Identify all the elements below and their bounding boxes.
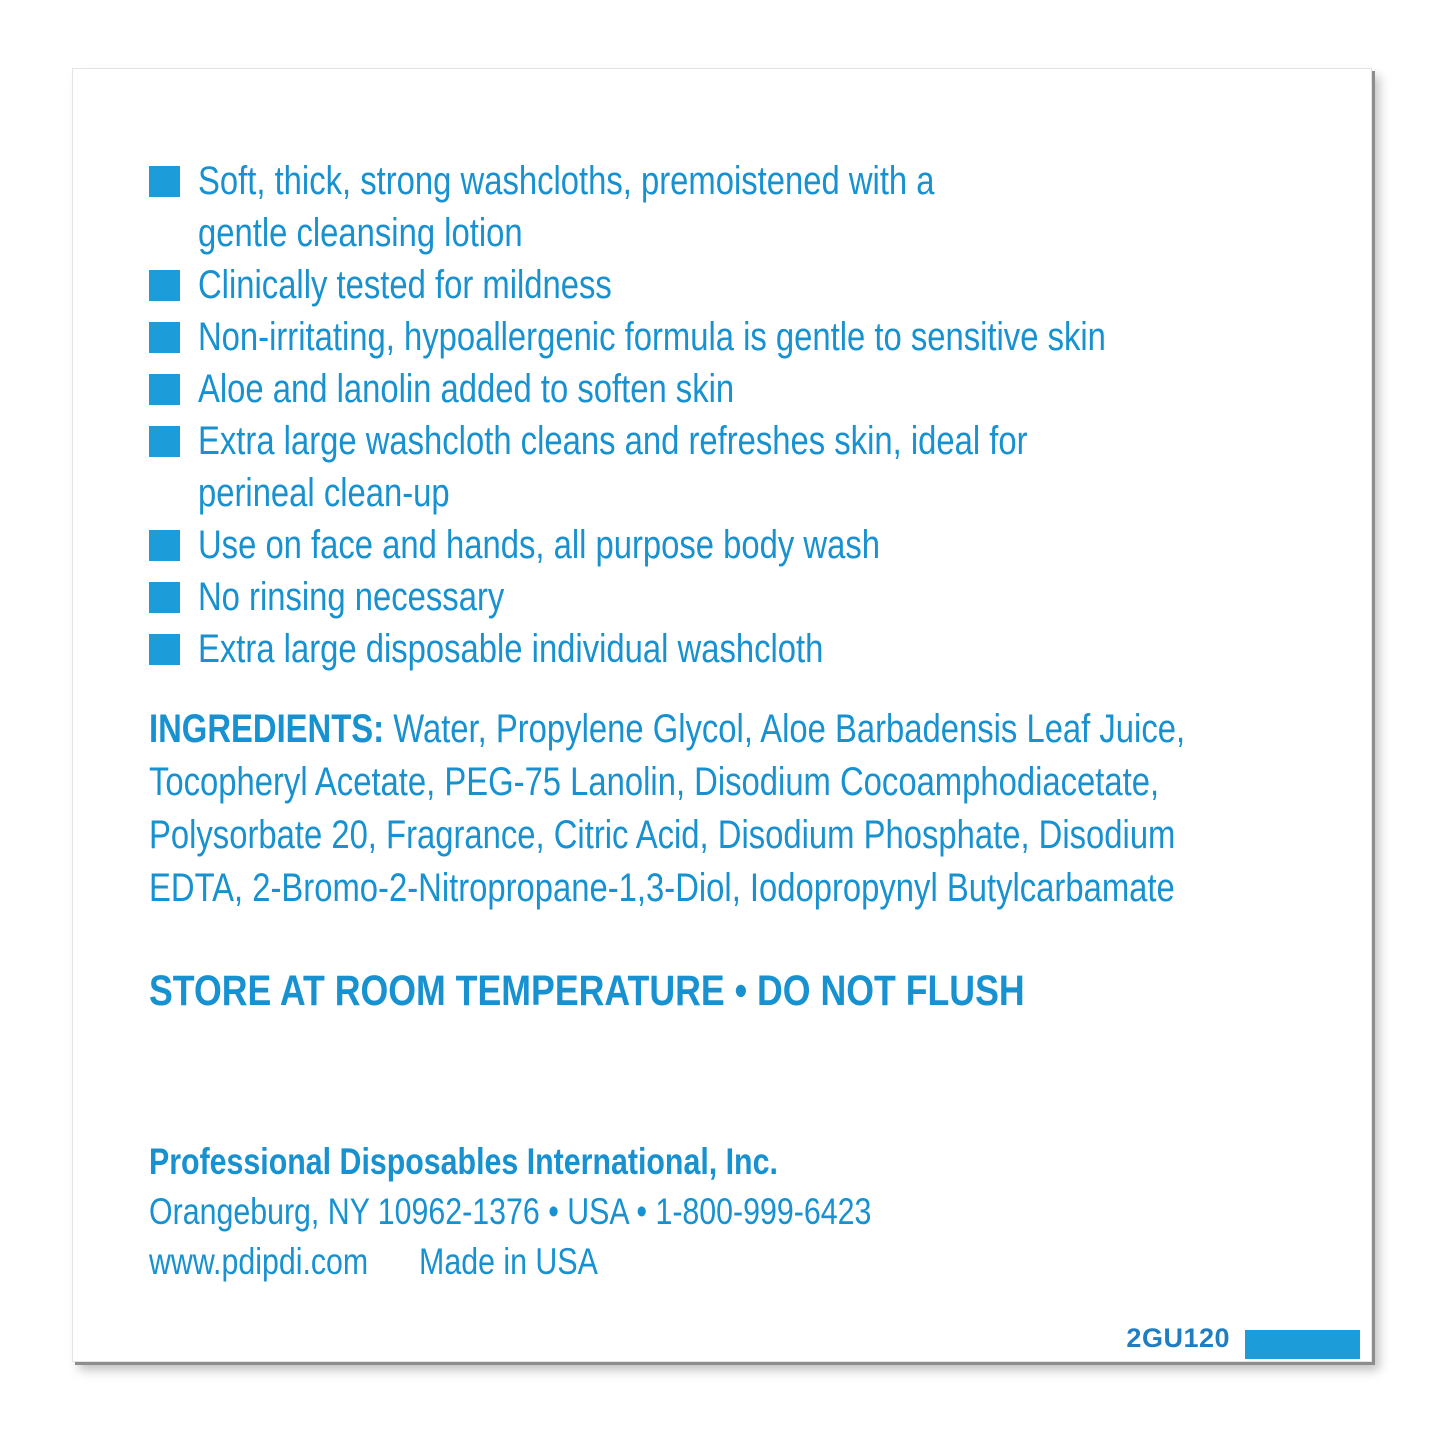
ingredients-line: Tocopheryl Acetate, PEG-75 Lanolin, Disodium Cocoamphodiacetate, <box>149 760 1160 804</box>
bullet-text: No rinsing necessary <box>198 575 505 619</box>
ingredients-line: Water, Propylene Glycol, Aloe Barbadensis Leaf Juice, <box>393 707 1186 751</box>
bullet-square-icon <box>149 426 180 457</box>
bullet-square-icon <box>149 582 180 613</box>
bullet-square-icon <box>149 270 180 301</box>
bullet-item <box>149 155 1305 259</box>
bullet-text-continued: gentle cleansing lotion <box>198 211 523 255</box>
company-address: Orangeburg, NY 10962-1376 • USA • 1-800-999-6423 <box>149 1191 872 1232</box>
product-label-back-panel <box>72 68 1372 1362</box>
storage-instruction: STORE AT ROOM TEMPERATURE • DO NOT FLUSH <box>149 967 1025 1015</box>
bullet-square-icon <box>149 322 180 353</box>
bullet-text-continued: perineal clean-up <box>198 471 450 515</box>
bullet-square-icon <box>149 166 180 197</box>
bullet-text: Non-irritating, hypoallergenic formula is gentle to sensitive skin <box>198 315 1106 359</box>
bullet-square-icon <box>149 634 180 665</box>
bullet-item <box>149 259 1305 311</box>
bullet-square-icon <box>149 374 180 405</box>
bullet-text: Use on face and hands, all purpose body wash <box>198 523 880 567</box>
bullet-item <box>149 415 1305 519</box>
product-code: 2GU120 <box>1126 1323 1230 1353</box>
color-bar <box>1245 1330 1360 1359</box>
company-name: Professional Disposables International, Inc. <box>149 1141 778 1182</box>
ingredients-line: Polysorbate 20, Fragrance, Citric Acid, Disodium Phosphate, Disodium <box>149 813 1176 857</box>
company-website: www.pdipdi.com <box>149 1241 369 1282</box>
feature-bullet-list <box>149 155 1305 675</box>
ingredients-heading: INGREDIENTS: <box>149 707 385 751</box>
bullet-item <box>149 519 1305 571</box>
bullet-text: Aloe and lanolin added to soften skin <box>198 367 735 411</box>
bullet-text: Extra large disposable individual washcloth <box>198 627 824 671</box>
bullet-item <box>149 571 1305 623</box>
manufacturer-info <box>149 1137 1030 1287</box>
ingredients-section <box>149 703 1413 915</box>
bullet-text: Soft, thick, strong washcloths, premoistened with a <box>198 159 935 203</box>
bullet-item <box>149 311 1305 363</box>
bullet-text: Clinically tested for mildness <box>198 263 612 307</box>
bullet-text: Extra large washcloth cleans and refreshes skin, ideal for <box>198 419 1028 463</box>
bullet-item <box>149 363 1305 415</box>
bullet-square-icon <box>149 530 180 561</box>
ingredients-line: EDTA, 2-Bromo-2-Nitropropane-1,3-Diol, Iodopropynyl Butylcarbamate <box>149 866 1175 910</box>
made-in-label: Made in USA <box>419 1241 598 1282</box>
bullet-item <box>149 623 1305 675</box>
